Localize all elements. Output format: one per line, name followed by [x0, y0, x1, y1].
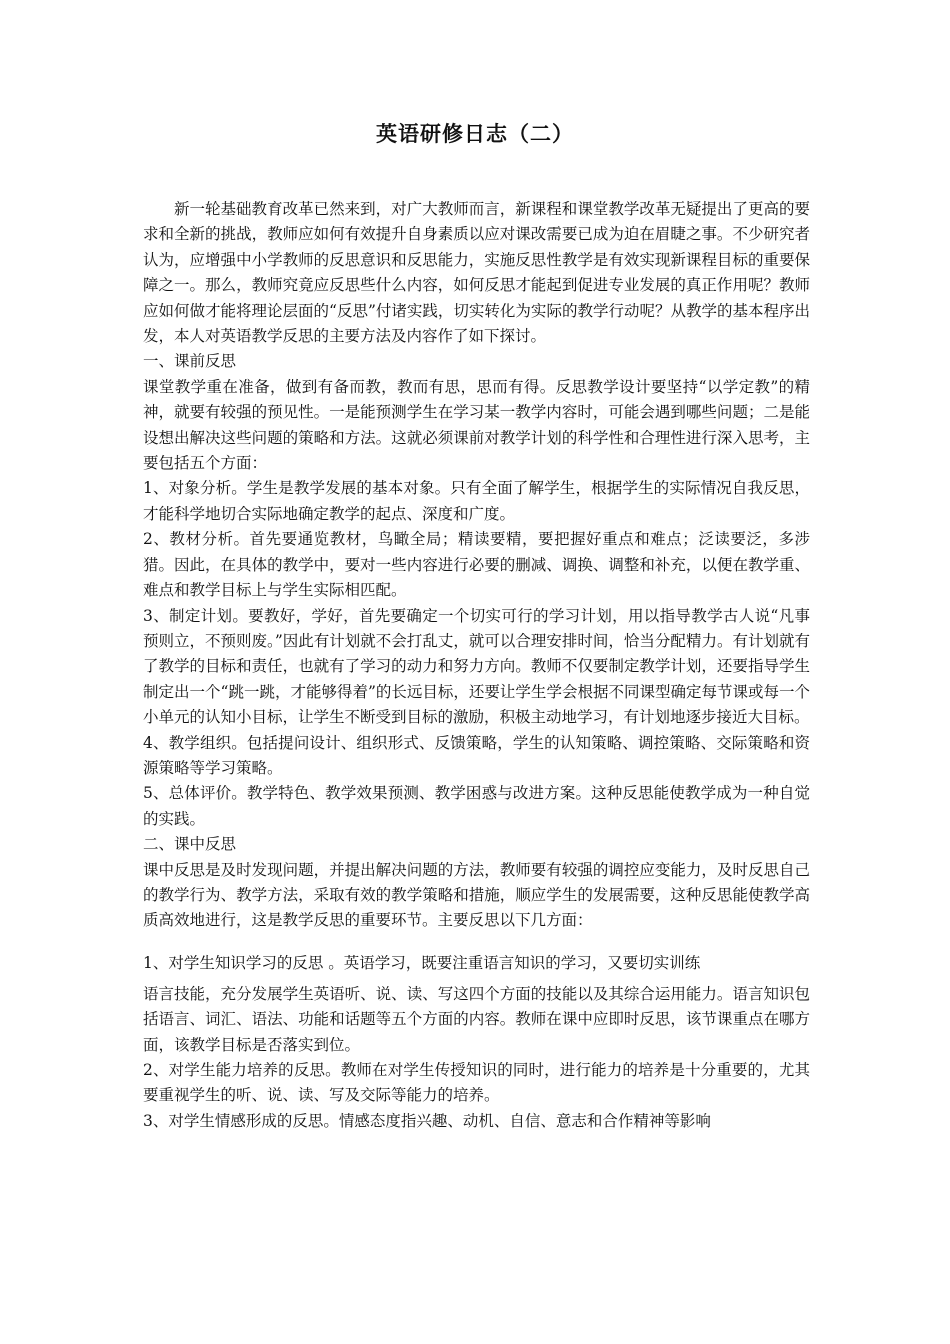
intro-paragraph: 新一轮基础教育改革已然来到，对广大教师而言，新课程和课堂教学改革无疑提出了更高的要求和全新的挑战，教师应如何有效提升自身素质以应对课改需要已成为迫在眉睫之事。不少研究者认为，应增强中小学教师的反思意识和反思能力，实施反思性教学是有效实现新课程目标的重要保障之一。那么，教师究竟应反思些什么内容，如何反思才能起到促进专业发展的真正作用呢？教师应如何做才能将理论层面的“反思”付诸实践，切实转化为实际的教学行动呢？从教学的基本程序出发，本人对英语教学反思的主要方法及内容作了如下探讨。	[143, 200, 810, 346]
list-item-planning: 3、制定计划。要教好，学好，首先要确定一个切实可行的学习计划，用以指导教学古人说“凡事预则立，不预则废。”因此有计划就不会打乱丈，就可以合理安排时间，恰当分配精力。有计划就有了教学的目标和责任，也就有了学习的动力和努力方向。教师不仅要制定教学计划，还要指导学生制定出一个“跳一跳，才能够得着”的长远目标，还要让学生学会根据不同课型确定每节课或每一个小单元的认知小目标，让学生不断受到目标的激励，积极主动地学习，有计划地逐步接近大目标。	[143, 606, 810, 727]
document-body	[143, 197, 810, 1134]
list-item-emotion-reflection: 3、对学生情感形成的反思。情感态度指兴趣、动机、自信、意志和合作精神等影响	[143, 1111, 711, 1130]
section-heading-pre-class: 一、课前反思	[143, 352, 237, 371]
list-item-evaluation: 5、总体评价。教学特色、教学效果预测、教学困惑与改进方案。这种反思能使教学成为一种自觉的实践。	[143, 784, 810, 828]
list-item-ability-reflection: 2、对学生能力培养的反思。教师在对学生传授知识的同时，进行能力的培养是十分重要的，尤其要重视学生的听、说、读、写及交际等能力的培养。	[143, 1061, 810, 1105]
paragraph-knowledge-continued: 语言技能，充分发展学生英语听、说、读、写这四个方面的技能以及其综合运用能力。语言知识包括语言、词汇、语法、功能和话题等五个方面的内容。教师在课中应即时反思，该节课重点在哪方面，该教学目标是否落实到位。	[143, 984, 810, 1054]
document-title: 英语研修日志（二）	[376, 122, 574, 146]
list-item-textbook-analysis: 2、教材分析。首先要通览教材，鸟瞰全局；精读要精，要把握好重点和难点；泛读要泛，多涉猎。因此，在具体的教学中，要对一些内容进行必要的删减、调换、调整和补充，以便在教学重、难点和教学目标上与学生实际相匹配。	[143, 530, 810, 600]
section-heading-in-class: 二、课中反思	[143, 835, 237, 854]
paragraph-pre-class-overview: 课堂教学重在准备，做到有备而教，教而有思，思而有得。反思教学设计要坚持“以学定教”的精神，就要有较强的预见性。一是能预测学生在学习某一教学内容时，可能会遇到哪些问题；二是能设想出解决这些问题的策略和方法。这就必须课前对教学计划的科学性和合理性进行深入思考，主要包括五个方面：	[143, 377, 810, 473]
paragraph-in-class-overview: 课中反思是及时发现问题，并提出解决问题的方法，教师要有较强的调控应变能力，及时反思自己的教学行为、教学方法，采取有效的教学策略和措施，顺应学生的发展需要，这种反思能使教学高质高效地进行，这是教学反思的重要环节。主要反思以下几方面：	[143, 860, 810, 930]
list-item-organization: 4、教学组织。包括提问设计、组织形式、反馈策略，学生的认知策略、调控策略、交际策略和资源策略等学习策略。	[143, 733, 810, 777]
list-item-knowledge-reflection: 1、对学生知识学习的反思 。英语学习，既要注重语言知识的学习，又要切实训练	[143, 953, 701, 972]
list-item-object-analysis: 1、对象分析。学生是教学发展的基本对象。只有全面了解学生，根据学生的实际情况自我反思，才能科学地切合实际地确定教学的起点、深度和广度。	[143, 479, 810, 523]
